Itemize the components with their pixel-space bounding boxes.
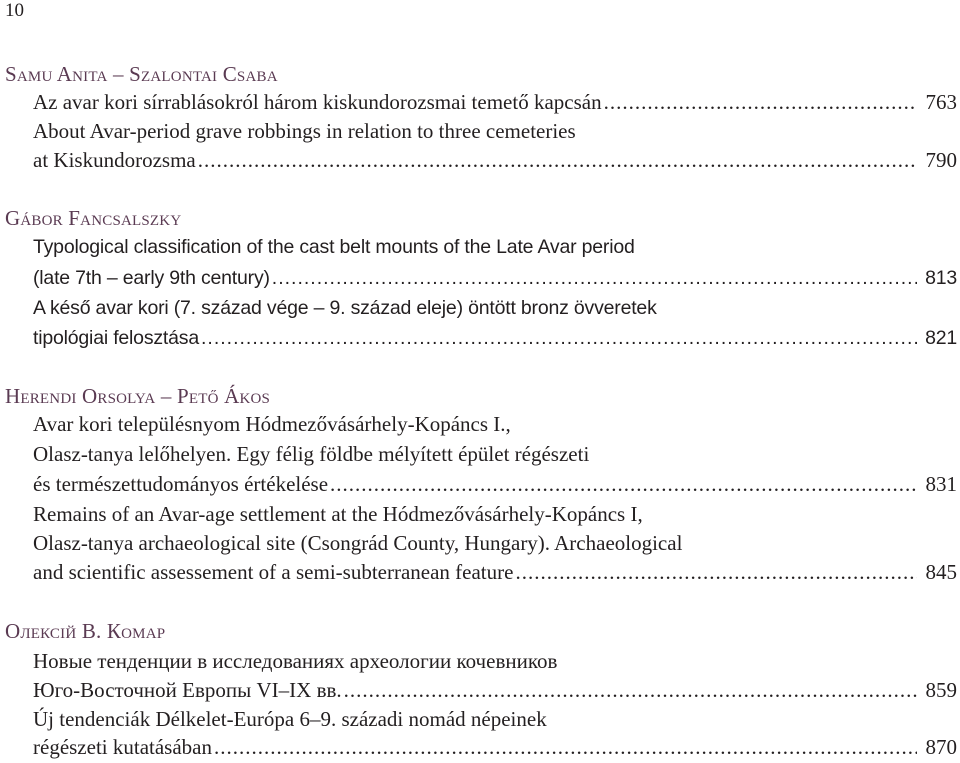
toc-line: [33, 470, 957, 498]
toc-page-number: 821: [925, 327, 957, 349]
dot-leader: [604, 88, 917, 116]
entry-authors: Gábor Fancsalszky: [5, 206, 182, 230]
toc-line: [33, 233, 635, 261]
page-number: 10: [5, 0, 24, 21]
toc-title: Новые тенденции в исследованиях археологии кочевников: [33, 649, 558, 673]
toc-page-number: 870: [925, 735, 957, 759]
toc-line: [33, 733, 957, 761]
entry-authors: Samu Anita – Szalontai Csaba: [5, 62, 278, 86]
dot-leader: [214, 733, 917, 761]
entry-authors: Herendi Orsolya – Pető Ákos: [5, 384, 271, 408]
toc-page-number: 859: [925, 678, 957, 702]
toc-line: [33, 676, 957, 704]
toc-line: [33, 88, 957, 116]
toc-line: [33, 117, 576, 145]
toc-line: [33, 324, 957, 352]
toc-page-number: 845: [925, 560, 957, 584]
toc-title: at Kiskundorozsma: [33, 148, 196, 172]
dot-leader: [272, 264, 917, 292]
toc-title: (late 7th – early 9th century): [33, 267, 270, 289]
dot-leader: [344, 676, 917, 704]
toc-line: [33, 647, 557, 675]
toc-page-number: 790: [925, 148, 957, 172]
toc-title: Az avar kori sírrablásokról három kiskundorozsmai temető kapcsán: [33, 90, 602, 114]
toc-line: [33, 529, 682, 557]
toc-title: Remains of an Avar-age settlement at the Hódmezővásárhely-Kopáncs I,: [33, 502, 643, 526]
toc-page-number: 831: [925, 472, 957, 496]
toc-page-number: 763: [925, 90, 957, 114]
toc-title: About Avar-period grave robbings in relation to three cemeteries: [33, 119, 576, 143]
entry-authors: Олексій В. Комар: [5, 619, 166, 643]
toc-title: és természettudományos értékelése: [33, 472, 329, 496]
toc-line: [33, 705, 547, 733]
toc-line: [33, 500, 643, 528]
toc-title: Olasz-tanya lelőhelyen. Egy félig földbe mélyített épület régészeti: [33, 442, 590, 466]
toc-title: Typological classification of the cast belt mounts of the Late Avar period: [33, 236, 635, 258]
toc-title: Avar kori településnyom Hódmezővásárhely-Kopáncs I.,: [33, 412, 511, 436]
toc-title: Új tendenciák Délkelet-Európa 6–9. századi nomád népeinek: [33, 707, 547, 731]
dot-leader: [201, 324, 917, 352]
toc-title: Юго-Восточной Европы VI–IX вв.: [33, 678, 342, 702]
toc-line: [33, 558, 957, 586]
toc-title: and scientific assessement of a semi-subterranean feature: [33, 560, 514, 584]
toc-title: régészeti kutatásában: [33, 735, 212, 759]
toc-line: [33, 294, 657, 322]
toc-page-number: 813: [925, 267, 957, 289]
toc-line: [33, 264, 957, 292]
toc-line: [33, 410, 511, 438]
toc-line: [33, 440, 589, 468]
toc-title: A késő avar kori (7. század vége – 9. század eleje) öntött bronz övveretek: [33, 297, 657, 319]
toc-title: Olasz-tanya archaeological site (Csongrád County, Hungary). Archaeological: [33, 531, 683, 555]
dot-leader: [330, 470, 917, 498]
dot-leader: [515, 558, 917, 586]
toc-title: tipológiai felosztása: [33, 327, 199, 349]
dot-leader: [198, 146, 917, 174]
toc-line: [33, 146, 957, 174]
